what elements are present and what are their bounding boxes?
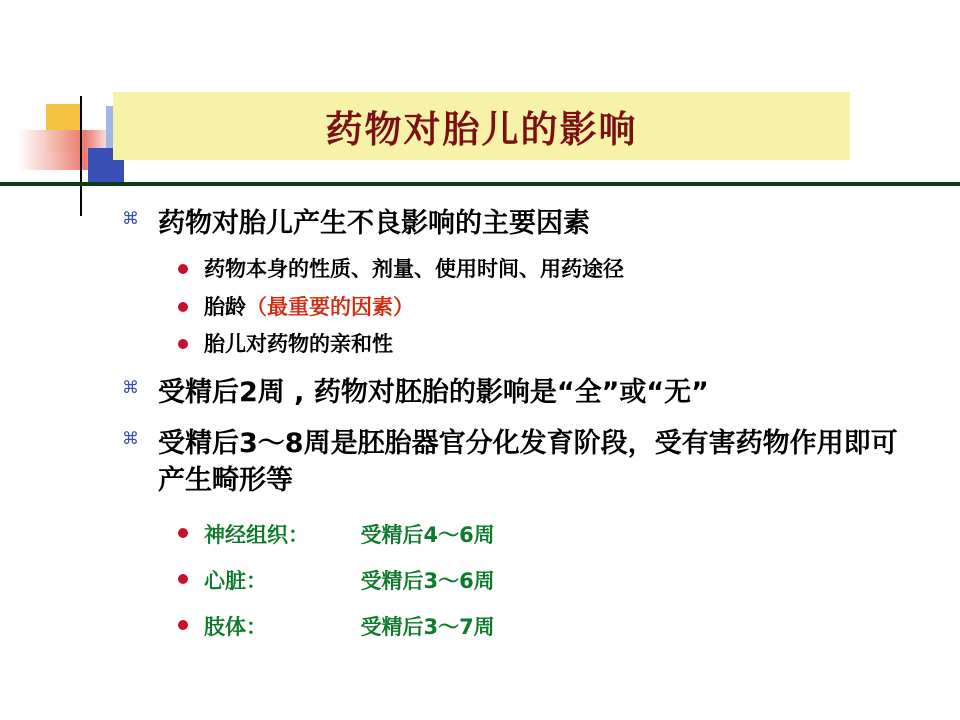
bullet-level2-0-0-text: 药物本身的性质、剂量、使用时间、用药途径 [204, 257, 624, 282]
level2-bullet-icon [178, 264, 188, 274]
timing-row-0-value: 受精后4～6周 [360, 523, 495, 548]
bullet-level2-0-1-emphasis: （最重要的因素） [246, 294, 414, 319]
bullet-level1-2-text: 受精后3～8周是胚胎器官分化发育阶段，受有害药物作用即可产生畸形等 [158, 427, 898, 496]
bullet-level1-1-text: 受精后2周 , 药物对胚胎的影响是“全”或“无” [158, 377, 709, 409]
level2-bullet-icon [178, 574, 188, 584]
timing-row-2-value: 受精后3～7周 [360, 615, 495, 640]
title-banner [113, 92, 850, 160]
bullet-level1-0 [0, 205, 960, 242]
bullet-level2-0-1 [0, 293, 960, 321]
spacer [0, 367, 960, 374]
level2-bullet-icon [178, 339, 188, 349]
level2-bullet-icon [178, 302, 188, 312]
level1-bullet-icon: ⌘ [122, 378, 139, 399]
level1-bullet-icon: ⌘ [122, 209, 139, 229]
bullet-level1-0-text: 药物对胎儿产生不良影响的主要因素 [158, 208, 590, 239]
bullet-level1-2 [0, 425, 960, 500]
timing-row-0-label: 神经组织： [204, 523, 309, 548]
spacer [0, 418, 960, 425]
page-title: 药物对胎儿的影响 [325, 108, 638, 151]
spacer [0, 248, 960, 255]
timing-row-0 [0, 519, 960, 549]
timing-row-2 [0, 611, 960, 641]
level1-bullet-icon: ⌘ [122, 428, 139, 449]
bullet-level2-0-2 [0, 330, 960, 358]
timing-row-2-label: 肢体： [204, 615, 267, 640]
bullet-level2-0-1-text: 胎龄 [204, 294, 246, 319]
bullet-level1-1 [0, 374, 960, 411]
bullet-level2-0-2-text: 胎儿对药物的亲和性 [204, 331, 393, 356]
timing-row-1-value: 受精后3～6周 [360, 569, 495, 594]
level2-bullet-icon [178, 528, 188, 538]
slide-body [0, 205, 960, 657]
bullet-level2-0-0 [0, 255, 960, 283]
level2-bullet-icon [178, 620, 188, 630]
timing-row-1 [0, 565, 960, 595]
deco-vertical-line [80, 96, 82, 216]
timing-row-1-label: 心脏： [204, 569, 267, 594]
title-underline-rule [0, 182, 960, 186]
spacer [0, 505, 960, 519]
